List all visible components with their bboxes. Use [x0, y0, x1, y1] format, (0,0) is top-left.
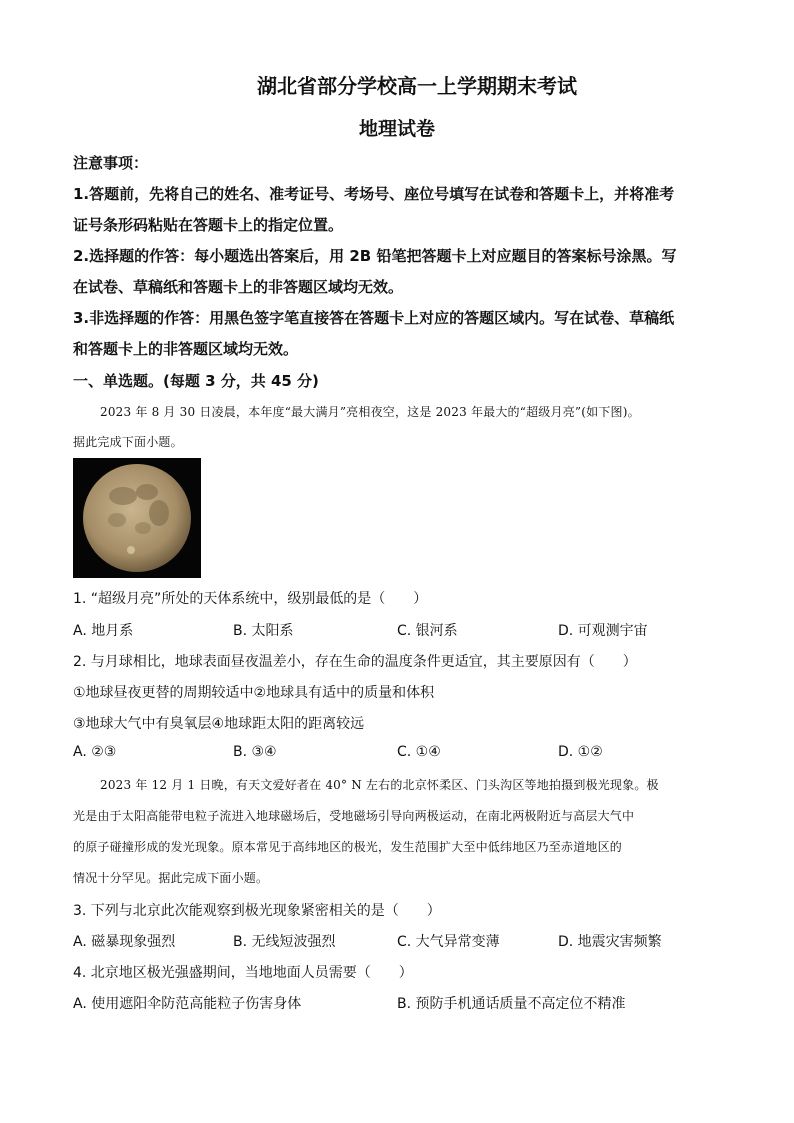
notice-heading: 注意事项：: [73, 154, 149, 172]
moon-image-icon: [73, 458, 201, 578]
question-2-option-a: A. ②③: [73, 744, 117, 760]
notice-item-1-cont: 证号条形码粘贴在答题卡上的指定位置。: [73, 216, 344, 234]
question-1-option-c: C. 银河系: [397, 623, 458, 639]
passage-2-line-2: 光是由于太阳高能带电粒子流进入地球磁场后，受地磁场引导向两极运动，在南北两极附近与高层大气中: [73, 809, 635, 823]
question-1-stem: 1. “超级月亮”所处的天体系统中，级别最低的是（ ）: [73, 591, 428, 607]
question-2-statements-2: ③地球大气中有臭氧层④地球距太阳的距离较远: [73, 716, 365, 732]
passage-1-line-1: 2023 年 8 月 30 日凌晨，本年度“最大满月”亮相夜空，这是 2023 年最大的“超级月亮”(如下图)。: [100, 405, 640, 419]
question-2-stem: 2. 与月球相比，地球表面昼夜温差小，存在生命的温度条件更适宜，其主要原因有（ ）: [73, 654, 637, 670]
page-title: 湖北省部分学校高一上学期期末考试: [257, 74, 577, 98]
question-4-option-a: A. 使用遮阳伞防范高能粒子伤害身体: [73, 996, 302, 1012]
question-3-option-c: C. 大气异常变薄: [397, 934, 500, 950]
question-2-option-b: B. ③④: [233, 744, 277, 760]
passage-1-line-2: 据此完成下面小题。: [73, 435, 183, 449]
passage-2-line-4: 情况十分罕见。据此完成下面小题。: [73, 871, 269, 885]
question-2-statements-1: ①地球昼夜更替的周期较适中②地球具有适中的质量和体积: [73, 685, 435, 701]
question-1-option-b: B. 太阳系: [233, 623, 294, 639]
super-moon-photo: [73, 458, 201, 578]
passage-2-line-1: 2023 年 12 月 1 日晚，有天文爱好者在 40° N 左右的北京怀柔区、门头沟区等地拍摄到极光现象。极: [100, 778, 659, 792]
question-4-stem: 4. 北京地区极光强盛期间，当地地面人员需要（ ）: [73, 965, 413, 981]
question-2-option-d: D. ①②: [558, 744, 603, 760]
question-3-stem: 3. 下列与北京此次能观察到极光现象紧密相关的是（ ）: [73, 903, 441, 919]
passage-2-line-3: 的原子碰撞形成的发光现象。原本常见于高纬地区的极光，发生范围扩大至中低纬地区乃至赤道地区的: [73, 840, 623, 854]
question-1-option-d: D. 可观测宇宙: [558, 623, 648, 639]
question-3-option-a: A. 磁暴现象强烈: [73, 934, 176, 950]
notice-item-2: 2.选择题的作答：每小题选出答案后，用 2B 铅笔把答题卡上对应题目的答案标号涂黑。写: [73, 247, 677, 265]
notice-item-3: 3.非选择题的作答：用黑色签字笔直接答在答题卡上对应的答题区域内。写在试卷、草稿纸: [73, 309, 675, 327]
question-3-option-b: B. 无线短波强烈: [233, 934, 336, 950]
notice-item-1: 1.答题前，先将自己的姓名、准考证号、考场号、座位号填写在试卷和答题卡上，并将准考: [73, 185, 675, 203]
question-3-option-d: D. 地震灾害频繁: [558, 934, 662, 950]
section-heading: 一、单选题。(每题 3 分，共 45 分): [73, 372, 319, 390]
question-1-option-a: A. 地月系: [73, 623, 134, 639]
question-4-option-b: B. 预防手机通话质量不高定位不精准: [397, 996, 626, 1012]
notice-item-2-cont: 在试卷、草稿纸和答题卡上的非答题区域均无效。: [73, 278, 404, 296]
notice-item-3-cont: 和答题卡上的非答题区域均无效。: [73, 340, 299, 358]
page-subtitle: 地理试卷: [358, 118, 435, 140]
question-2-option-c: C. ①④: [397, 744, 441, 760]
